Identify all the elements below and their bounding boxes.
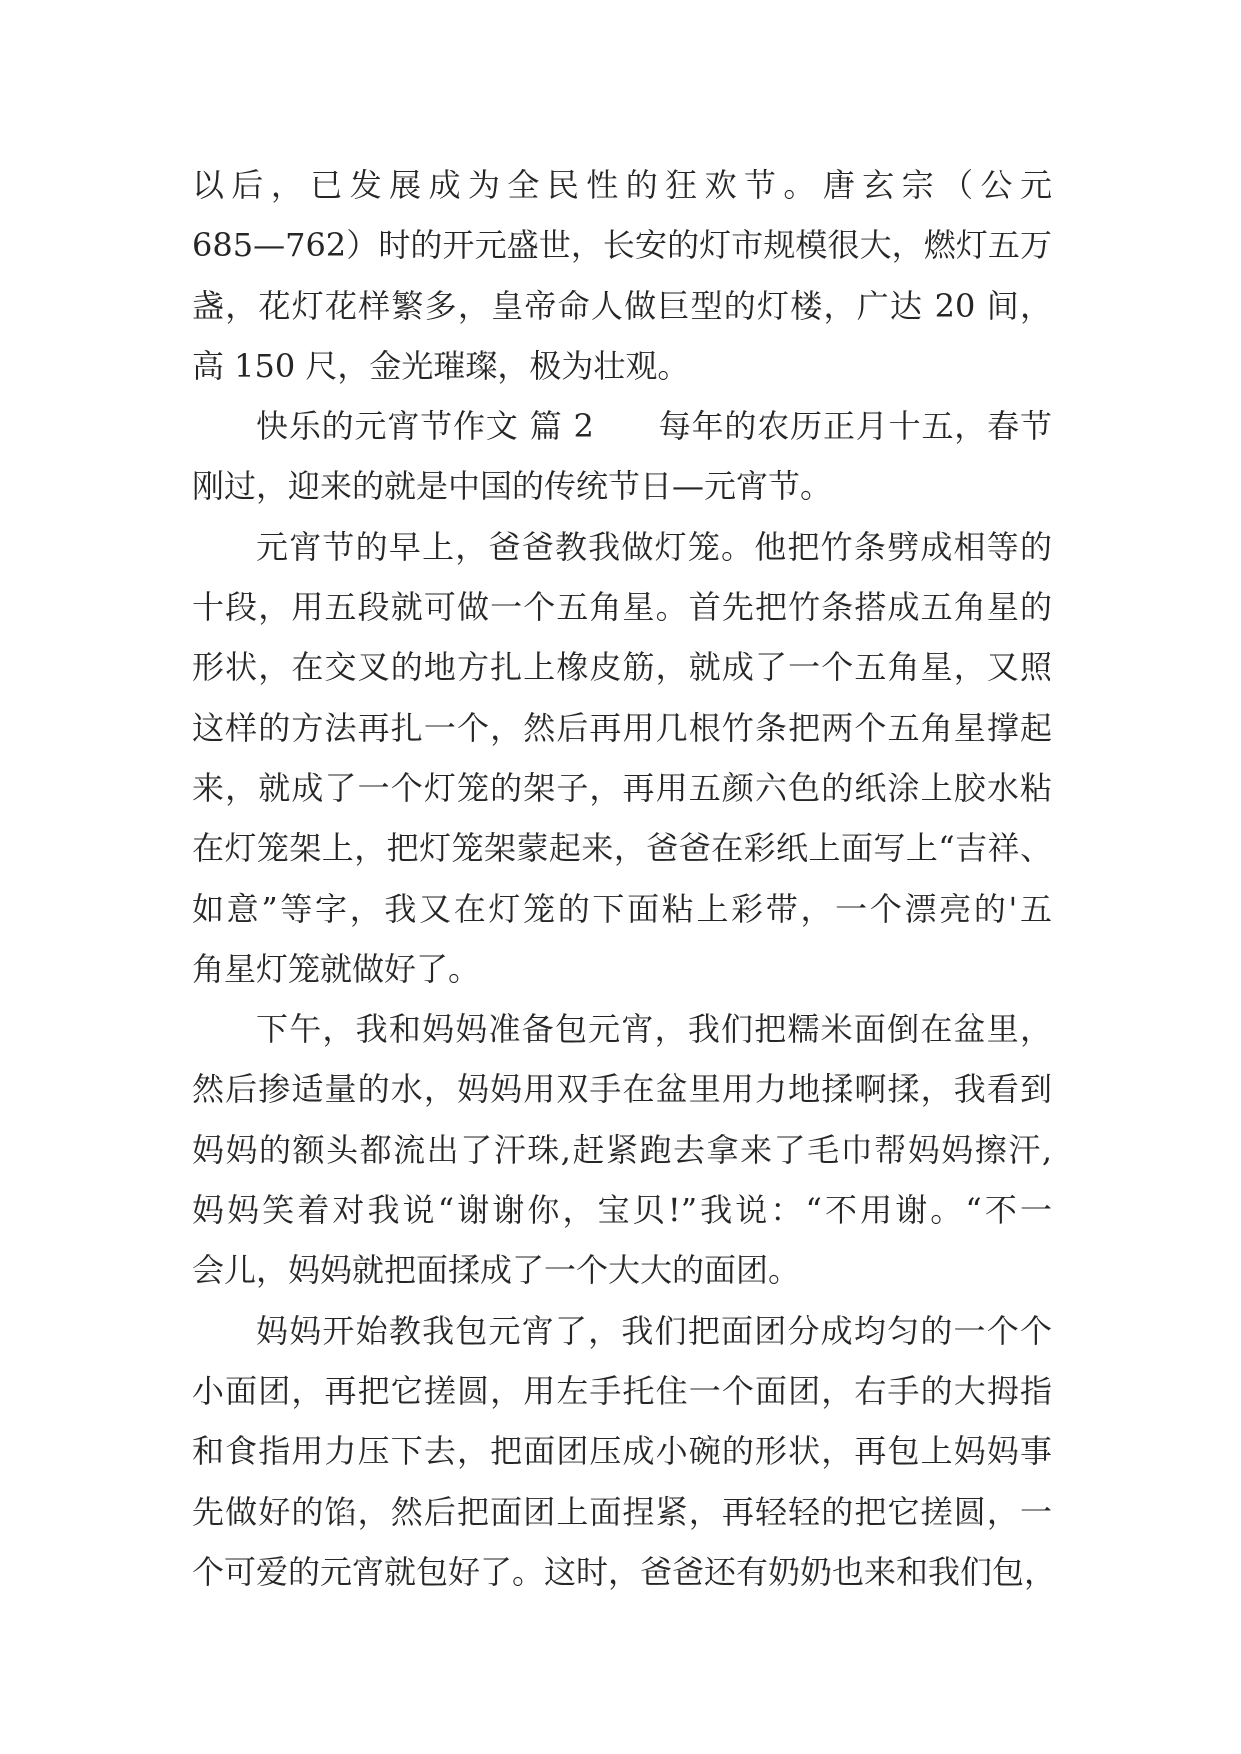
text-line: 先做好的馅，然后把面团上面捏紧，再轻轻的把它搓圆，一 <box>192 1492 1052 1531</box>
text-line: 和食指用力压下去，把面团压成小碗的形状，再包上妈妈事 <box>192 1432 1052 1471</box>
text-line: 妈妈笑着对我说“谢谢你，宝贝!”我说：“不用谢。“不一 <box>192 1191 1052 1230</box>
text-line: 这样的方法再扎一个，然后再用几根竹条把两个五角星撑起 <box>192 708 1052 747</box>
paragraph-first-line: 下午，我和妈妈准备包元宵，我们把糯米面倒在盆里， <box>256 1010 1052 1049</box>
text-line: 角星灯笼就做好了。 <box>192 949 481 988</box>
text-line: 来，就成了一个灯笼的架子，再用五颜六色的纸涂上胶水粘 <box>192 768 1052 807</box>
essay-body <box>192 155 1057 1602</box>
paragraph-first-line: 妈妈开始教我包元宵了，我们把面团分成均匀的一个个 <box>256 1311 1052 1350</box>
text-line: 小面团，再把它搓圆，用左手托住一个面团，右手的大拇指 <box>192 1371 1052 1410</box>
text-line: 形状，在交叉的地方扎上橡皮筋，就成了一个五角星，又照 <box>192 648 1052 687</box>
text-line: 如意”等字，我又在灯笼的下面粘上彩带，一个漂亮的'五 <box>192 889 1052 928</box>
text-line: 十段，用五段就可做一个五角星。首先把竹条搭成五角星的 <box>192 588 1052 627</box>
text-line: 盏，花灯花样繁多，皇帝命人做巨型的灯楼，广达 20 间， <box>192 286 1052 325</box>
paragraph-first-line: 元宵节的早上，爸爸教我做灯笼。他把竹条劈成相等的 <box>256 527 1052 566</box>
text-line: 刚过，迎来的就是中国的传统节日—元宵节。 <box>192 467 833 506</box>
section-heading: 快乐的元宵节作文 篇 2 <box>256 407 594 446</box>
text-line: 每年的农历正月十五，春节 <box>657 407 1052 446</box>
text-line: 在灯笼架上，把灯笼架蒙起来，爸爸在彩纸上面写上“吉祥、 <box>192 829 1052 868</box>
text-line: 高 150 尺，金光璀璨，极为壮观。 <box>192 346 690 385</box>
text-line: 会儿，妈妈就把面揉成了一个大大的面团。 <box>192 1251 801 1290</box>
text-line: 妈妈的额头都流出了汗珠,赶紧跑去拿来了毛巾帮妈妈擦汗, <box>192 1130 1052 1169</box>
text-line: 以后，已发展成为全民性的狂欢节。唐玄宗（公元 <box>192 166 1052 204</box>
text-line: 然后掺适量的水，妈妈用双手在盆里用力地揉啊揉，我看到 <box>192 1070 1052 1109</box>
section-heading-line <box>192 396 1052 456</box>
text-line: 个可爱的元宵就包好了。这时，爸爸还有奶奶也来和我们包， <box>192 1552 1057 1591</box>
text-line: 685—762）时的开元盛世，长安的灯市规模很大，燃灯五万 <box>192 226 1052 265</box>
